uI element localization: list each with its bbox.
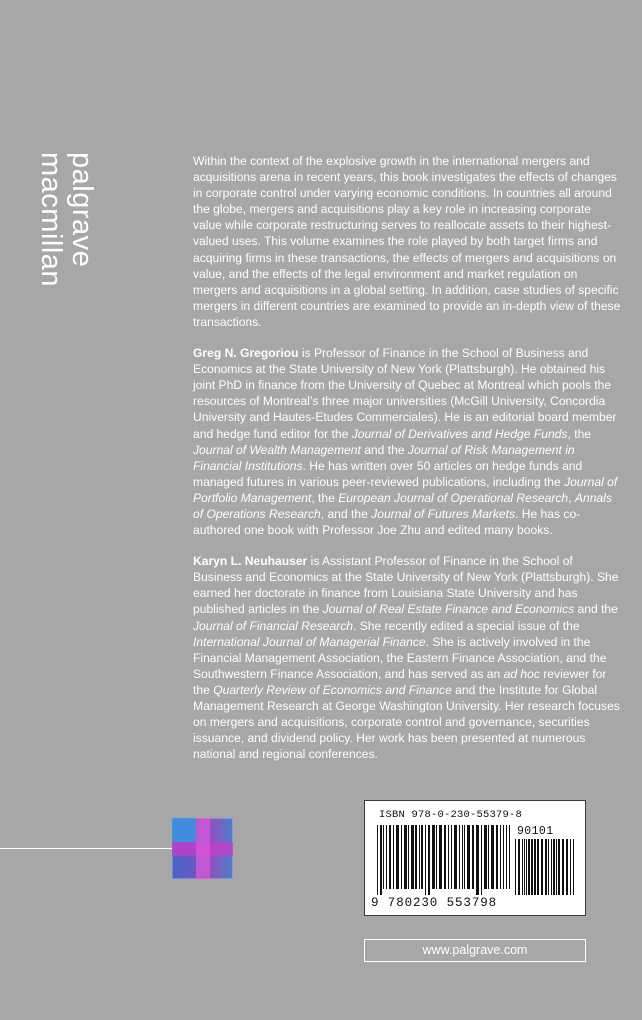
barcode-bar [476,825,479,895]
barcode-bar [401,825,402,889]
barcode-bar [467,825,470,889]
palgrave-macmillan-logo [34,152,96,292]
barcode-bar [393,825,394,889]
barcode-bar [558,839,560,895]
barcode-bar [566,839,568,895]
barcode-bar [419,825,420,889]
barcode-bar [506,825,507,889]
barcode-bar [444,825,446,889]
barcode-bar [524,839,525,895]
barcode-bar [439,825,442,889]
barcode-bar [415,825,417,889]
barcode-bar [454,825,457,889]
barcode-bar [481,825,482,895]
barcode-bar [573,839,574,895]
barcode-bar [531,839,533,895]
barcode-bar [464,825,465,889]
addon-barcode-bars [515,839,575,895]
isbn-barcode [364,800,586,916]
barcode-bar [462,825,463,889]
barcode-bar [522,839,523,895]
barcode-bar [548,839,549,895]
barcode-bar [396,825,399,889]
barcode-bar [515,839,516,895]
barcode-bar [436,825,437,889]
barcode-bar [432,825,435,889]
barcode-bar [562,839,564,895]
barcode-bar [421,825,423,889]
barcode-bar [503,825,504,889]
barcode-bar [408,825,409,889]
barcode-bar [428,825,430,895]
author-bio-gregoriou: Greg N. Gregoriou is Professor of Finance in the School of Business and Economics at the State University of New York (Plattsburgh). He obtained his joint PhD in finance from the University of Quebec at Montreal which pools the resources of Montreal’s three major universities (McGill University, Concordia University and Hautes-Etudes Commerciales). He is an editorial board member and hedge fund editor for the Journal of Derivatives and Hedge Funds, the Journal of Wealth Management and the Journal of Risk Management in Financial Institutions. He has written over 50 articles on hedge funds and managed futures in various peer-reviewed publications, including the Journal of Portfolio Management, the European Journal of Operational Research, Annals of Operations Research, and the Journal of Futures Markets. He has co-authored one book with Professor Joe Zhu and edited many books. [193,346,618,538]
author-bio-neuhauser: Karyn L. Neuhauser is Assistant Professor of Finance in the School of Business and Economics at the State University of New York (Plattsburgh). She earned her doctorate in finance from Louisiana State University and has published articles in the Journal of Real Estate Finance and Economics and the Journal of Financial Research. She recently edited a special issue of the International Journal of Managerial Finance. She is actively involved in the Financial Management Association, the Eastern Finance Association, and the Southwestern Finance Association, and has served as an ad hoc reviewer for the Quarterly Review of Economics and Finance and the Institute for Global Management Research at George Washington University. Her research focuses on mergers and acquisitions, corporate control and governance, securities issuance, and dividend policy. Her work has been presented at numerous national and regional conferences. [193,554,620,762]
barcode-bar [551,839,552,895]
back-cover-text [193,153,623,777]
barcode-bar [448,825,449,889]
barcode-bar [496,825,498,889]
barcode-bar [404,825,407,889]
author-name: Greg N. Gregoriou [193,346,299,361]
ean-barcode-bars [377,825,511,895]
barcode-bar [386,825,387,889]
isbn-label: ISBN 978-0-230-55379-8 [379,809,523,821]
barcode-bar [451,825,452,889]
barcode-bar [389,825,391,889]
barcode-bar [500,825,501,889]
barcode-bar [545,839,547,895]
barcode-bar [518,839,520,895]
barcode-bar [491,825,494,889]
barcode-ean-digits: 9 780230 553798 [371,896,498,910]
barcode-bar [526,839,527,895]
barcode-bar [488,825,489,889]
author-name: Karyn L. Neuhauser [193,554,308,569]
barcode-addon-digits: 90101 [517,825,554,838]
barcode-bar [556,839,557,895]
barcode-bar [484,825,487,889]
barcode-bar [459,825,460,889]
barcode-bar [570,839,571,895]
barcode-bar [534,839,536,895]
barcode-bar [553,839,555,895]
barcode-bar [528,839,530,895]
logo-line-macmillan: macmillan [35,152,67,288]
barcode-bar [383,825,384,889]
barcode-bar [377,825,378,895]
book-blurb: Within the context of the explosive growth in the international mergers and acquisitions arena in recent years, this book investigates the effects of changes in corporate control under varying economic conditions. In countries all around the globe, mergers and acquisitions play a key role in increasing corporate value while corporate restructuring serves to reallocate assets to their highest-valued uses. This volume examines the role played by both target firms and acquiring firms in these transactions, the effects of mergers and acquisitions on value, and the effects of the legal environment and market regulation on mergers and acquisitions in a global setting. In addition, case studies of specific mergers in different countries are examined to provide an in-depth view of these transactions. [193,154,621,329]
decorative-rule [0,848,172,849]
logo-line-palgrave: palgrave [66,152,98,268]
barcode-bar [472,825,474,889]
barcode-bar [537,839,539,895]
barcode-bar [425,825,426,895]
barcode-bar [509,825,510,889]
barcode-bar [541,839,543,895]
barcode-bar [380,825,382,895]
decorative-color-square [172,818,233,879]
barcode-bar [411,825,414,889]
publisher-website[interactable]: www.palgrave.com [364,939,586,962]
